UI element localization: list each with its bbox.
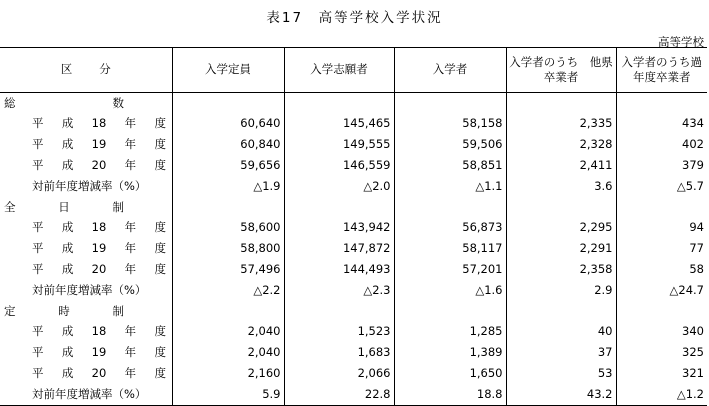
header-row bbox=[0, 48, 707, 93]
value-cell-capacity: 58,600 bbox=[172, 218, 284, 239]
value-cell-applicants: 1,683 bbox=[284, 343, 394, 364]
row-label-cell bbox=[0, 218, 172, 239]
value-cell-capacity: 60,640 bbox=[172, 114, 284, 135]
value-cell-enrolled: 59,506 bbox=[394, 135, 506, 156]
rate-label: 対前年度増減率（%） bbox=[32, 282, 147, 297]
rate-label-cell bbox=[0, 384, 172, 405]
section-header-row bbox=[0, 197, 707, 218]
rate-cell-past-year: △24.7 bbox=[616, 280, 707, 301]
value-cell-applicants: 146,559 bbox=[284, 155, 394, 176]
table-row bbox=[0, 135, 707, 156]
value-cell-other-pref: 2,295 bbox=[506, 218, 616, 239]
value-cell-past-year: 94 bbox=[616, 218, 707, 239]
empty-cell bbox=[172, 301, 284, 322]
value-cell-past-year: 434 bbox=[616, 114, 707, 135]
header-applicants: 入学志願者 bbox=[284, 48, 394, 93]
value-cell-capacity: 2,040 bbox=[172, 322, 284, 343]
value-cell-enrolled: 56,873 bbox=[394, 218, 506, 239]
header-other-pref: 入学者のうち 他県卒業者 bbox=[506, 48, 616, 93]
table-row bbox=[0, 322, 707, 343]
value-cell-capacity: 59,656 bbox=[172, 155, 284, 176]
empty-cell bbox=[616, 197, 707, 218]
value-cell-other-pref: 53 bbox=[506, 363, 616, 384]
header-enrolled: 入学者 bbox=[394, 48, 506, 93]
value-cell-other-pref: 2,358 bbox=[506, 259, 616, 280]
header-capacity: 入学定員 bbox=[172, 48, 284, 93]
rate-label: 対前年度増減率（%） bbox=[32, 178, 147, 193]
empty-cell bbox=[506, 93, 616, 114]
value-cell-applicants: 2,066 bbox=[284, 363, 394, 384]
section-name: 総 数 bbox=[4, 95, 124, 110]
rate-cell-capacity: △2.2 bbox=[172, 280, 284, 301]
section-name: 定時制 bbox=[4, 303, 124, 318]
value-cell-past-year: 325 bbox=[616, 343, 707, 364]
rate-cell-past-year: △5.7 bbox=[616, 176, 707, 197]
section-label-cell bbox=[0, 197, 172, 218]
rate-cell-enrolled: △1.1 bbox=[394, 176, 506, 197]
value-cell-applicants: 145,465 bbox=[284, 114, 394, 135]
value-cell-capacity: 2,040 bbox=[172, 343, 284, 364]
row-label-cell bbox=[0, 114, 172, 135]
year-label: 平成19年度 bbox=[32, 345, 166, 360]
value-cell-other-pref: 2,328 bbox=[506, 135, 616, 156]
value-cell-past-year: 321 bbox=[616, 363, 707, 384]
year-label: 平成20年度 bbox=[32, 262, 166, 277]
value-cell-enrolled: 58,117 bbox=[394, 239, 506, 260]
row-label-cell bbox=[0, 239, 172, 260]
empty-cell bbox=[616, 93, 707, 114]
value-cell-enrolled: 58,158 bbox=[394, 114, 506, 135]
section-header-row bbox=[0, 301, 707, 322]
section-label-cell bbox=[0, 301, 172, 322]
rate-cell-capacity: 5.9 bbox=[172, 384, 284, 405]
empty-cell bbox=[506, 301, 616, 322]
rate-row bbox=[0, 384, 707, 405]
empty-cell bbox=[284, 301, 394, 322]
value-cell-enrolled: 1,389 bbox=[394, 343, 506, 364]
rate-cell-other-pref: 2.9 bbox=[506, 280, 616, 301]
year-label: 平成19年度 bbox=[32, 241, 166, 256]
value-cell-other-pref: 2,411 bbox=[506, 155, 616, 176]
rate-row bbox=[0, 176, 707, 197]
value-cell-capacity: 2,160 bbox=[172, 363, 284, 384]
empty-cell bbox=[172, 197, 284, 218]
row-label-cell bbox=[0, 259, 172, 280]
unit-label: 高等学校 bbox=[658, 35, 704, 49]
year-label: 平成18年度 bbox=[32, 324, 166, 339]
value-cell-enrolled: 1,650 bbox=[394, 363, 506, 384]
section-label-cell bbox=[0, 93, 172, 114]
value-cell-other-pref: 2,335 bbox=[506, 114, 616, 135]
value-cell-enrolled: 58,851 bbox=[394, 155, 506, 176]
row-label-cell bbox=[0, 343, 172, 364]
section-name: 全日制 bbox=[4, 199, 124, 214]
row-label-cell bbox=[0, 322, 172, 343]
year-label: 平成19年度 bbox=[32, 137, 166, 152]
rate-cell-capacity: △1.9 bbox=[172, 176, 284, 197]
value-cell-applicants: 147,872 bbox=[284, 239, 394, 260]
section-header-row bbox=[0, 93, 707, 114]
enrollment-table bbox=[0, 47, 707, 406]
value-cell-past-year: 379 bbox=[616, 155, 707, 176]
value-cell-past-year: 402 bbox=[616, 135, 707, 156]
rate-cell-past-year: △1.2 bbox=[616, 384, 707, 405]
rate-cell-applicants: △2.0 bbox=[284, 176, 394, 197]
rate-cell-enrolled: 18.8 bbox=[394, 384, 506, 405]
year-label: 平成20年度 bbox=[32, 366, 166, 380]
row-label-cell bbox=[0, 135, 172, 156]
rate-cell-applicants: 22.8 bbox=[284, 384, 394, 405]
table-title: 表17 高等学校入学状況 bbox=[266, 10, 443, 26]
rate-cell-other-pref: 3.6 bbox=[506, 176, 616, 197]
row-label-cell bbox=[0, 363, 172, 384]
empty-cell bbox=[284, 93, 394, 114]
empty-cell bbox=[394, 93, 506, 114]
value-cell-other-pref: 37 bbox=[506, 343, 616, 364]
row-label-cell bbox=[0, 155, 172, 176]
empty-cell bbox=[394, 197, 506, 218]
rate-label: 対前年度増減率（%） bbox=[32, 386, 147, 401]
rate-row bbox=[0, 280, 707, 301]
year-label: 平成18年度 bbox=[32, 116, 166, 131]
empty-cell bbox=[172, 93, 284, 114]
table-row bbox=[0, 343, 707, 364]
value-cell-applicants: 1,523 bbox=[284, 322, 394, 343]
table-row bbox=[0, 363, 707, 384]
value-cell-applicants: 144,493 bbox=[284, 259, 394, 280]
table-row bbox=[0, 259, 707, 280]
value-cell-past-year: 77 bbox=[616, 239, 707, 260]
value-cell-capacity: 60,840 bbox=[172, 135, 284, 156]
header-past-year: 入学者のうち過年度卒業者 bbox=[616, 48, 707, 93]
table-row bbox=[0, 239, 707, 260]
value-cell-enrolled: 57,201 bbox=[394, 259, 506, 280]
rate-cell-enrolled: △1.6 bbox=[394, 280, 506, 301]
year-label: 平成18年度 bbox=[32, 220, 166, 235]
table-row bbox=[0, 114, 707, 135]
value-cell-past-year: 58 bbox=[616, 259, 707, 280]
value-cell-capacity: 57,496 bbox=[172, 259, 284, 280]
table-row bbox=[0, 155, 707, 176]
value-cell-capacity: 58,800 bbox=[172, 239, 284, 260]
rate-label-cell bbox=[0, 176, 172, 197]
empty-cell bbox=[394, 301, 506, 322]
value-cell-applicants: 143,942 bbox=[284, 218, 394, 239]
empty-cell bbox=[506, 197, 616, 218]
header-kubun: 区 分 bbox=[0, 48, 172, 93]
value-cell-past-year: 340 bbox=[616, 322, 707, 343]
empty-cell bbox=[284, 197, 394, 218]
rate-cell-applicants: △2.3 bbox=[284, 280, 394, 301]
rate-cell-other-pref: 43.2 bbox=[506, 384, 616, 405]
value-cell-applicants: 149,555 bbox=[284, 135, 394, 156]
year-label: 平成20年度 bbox=[32, 158, 166, 173]
rate-label-cell bbox=[0, 280, 172, 301]
value-cell-other-pref: 40 bbox=[506, 322, 616, 343]
value-cell-other-pref: 2,291 bbox=[506, 239, 616, 260]
empty-cell bbox=[616, 301, 707, 322]
table-row bbox=[0, 218, 707, 239]
value-cell-enrolled: 1,285 bbox=[394, 322, 506, 343]
